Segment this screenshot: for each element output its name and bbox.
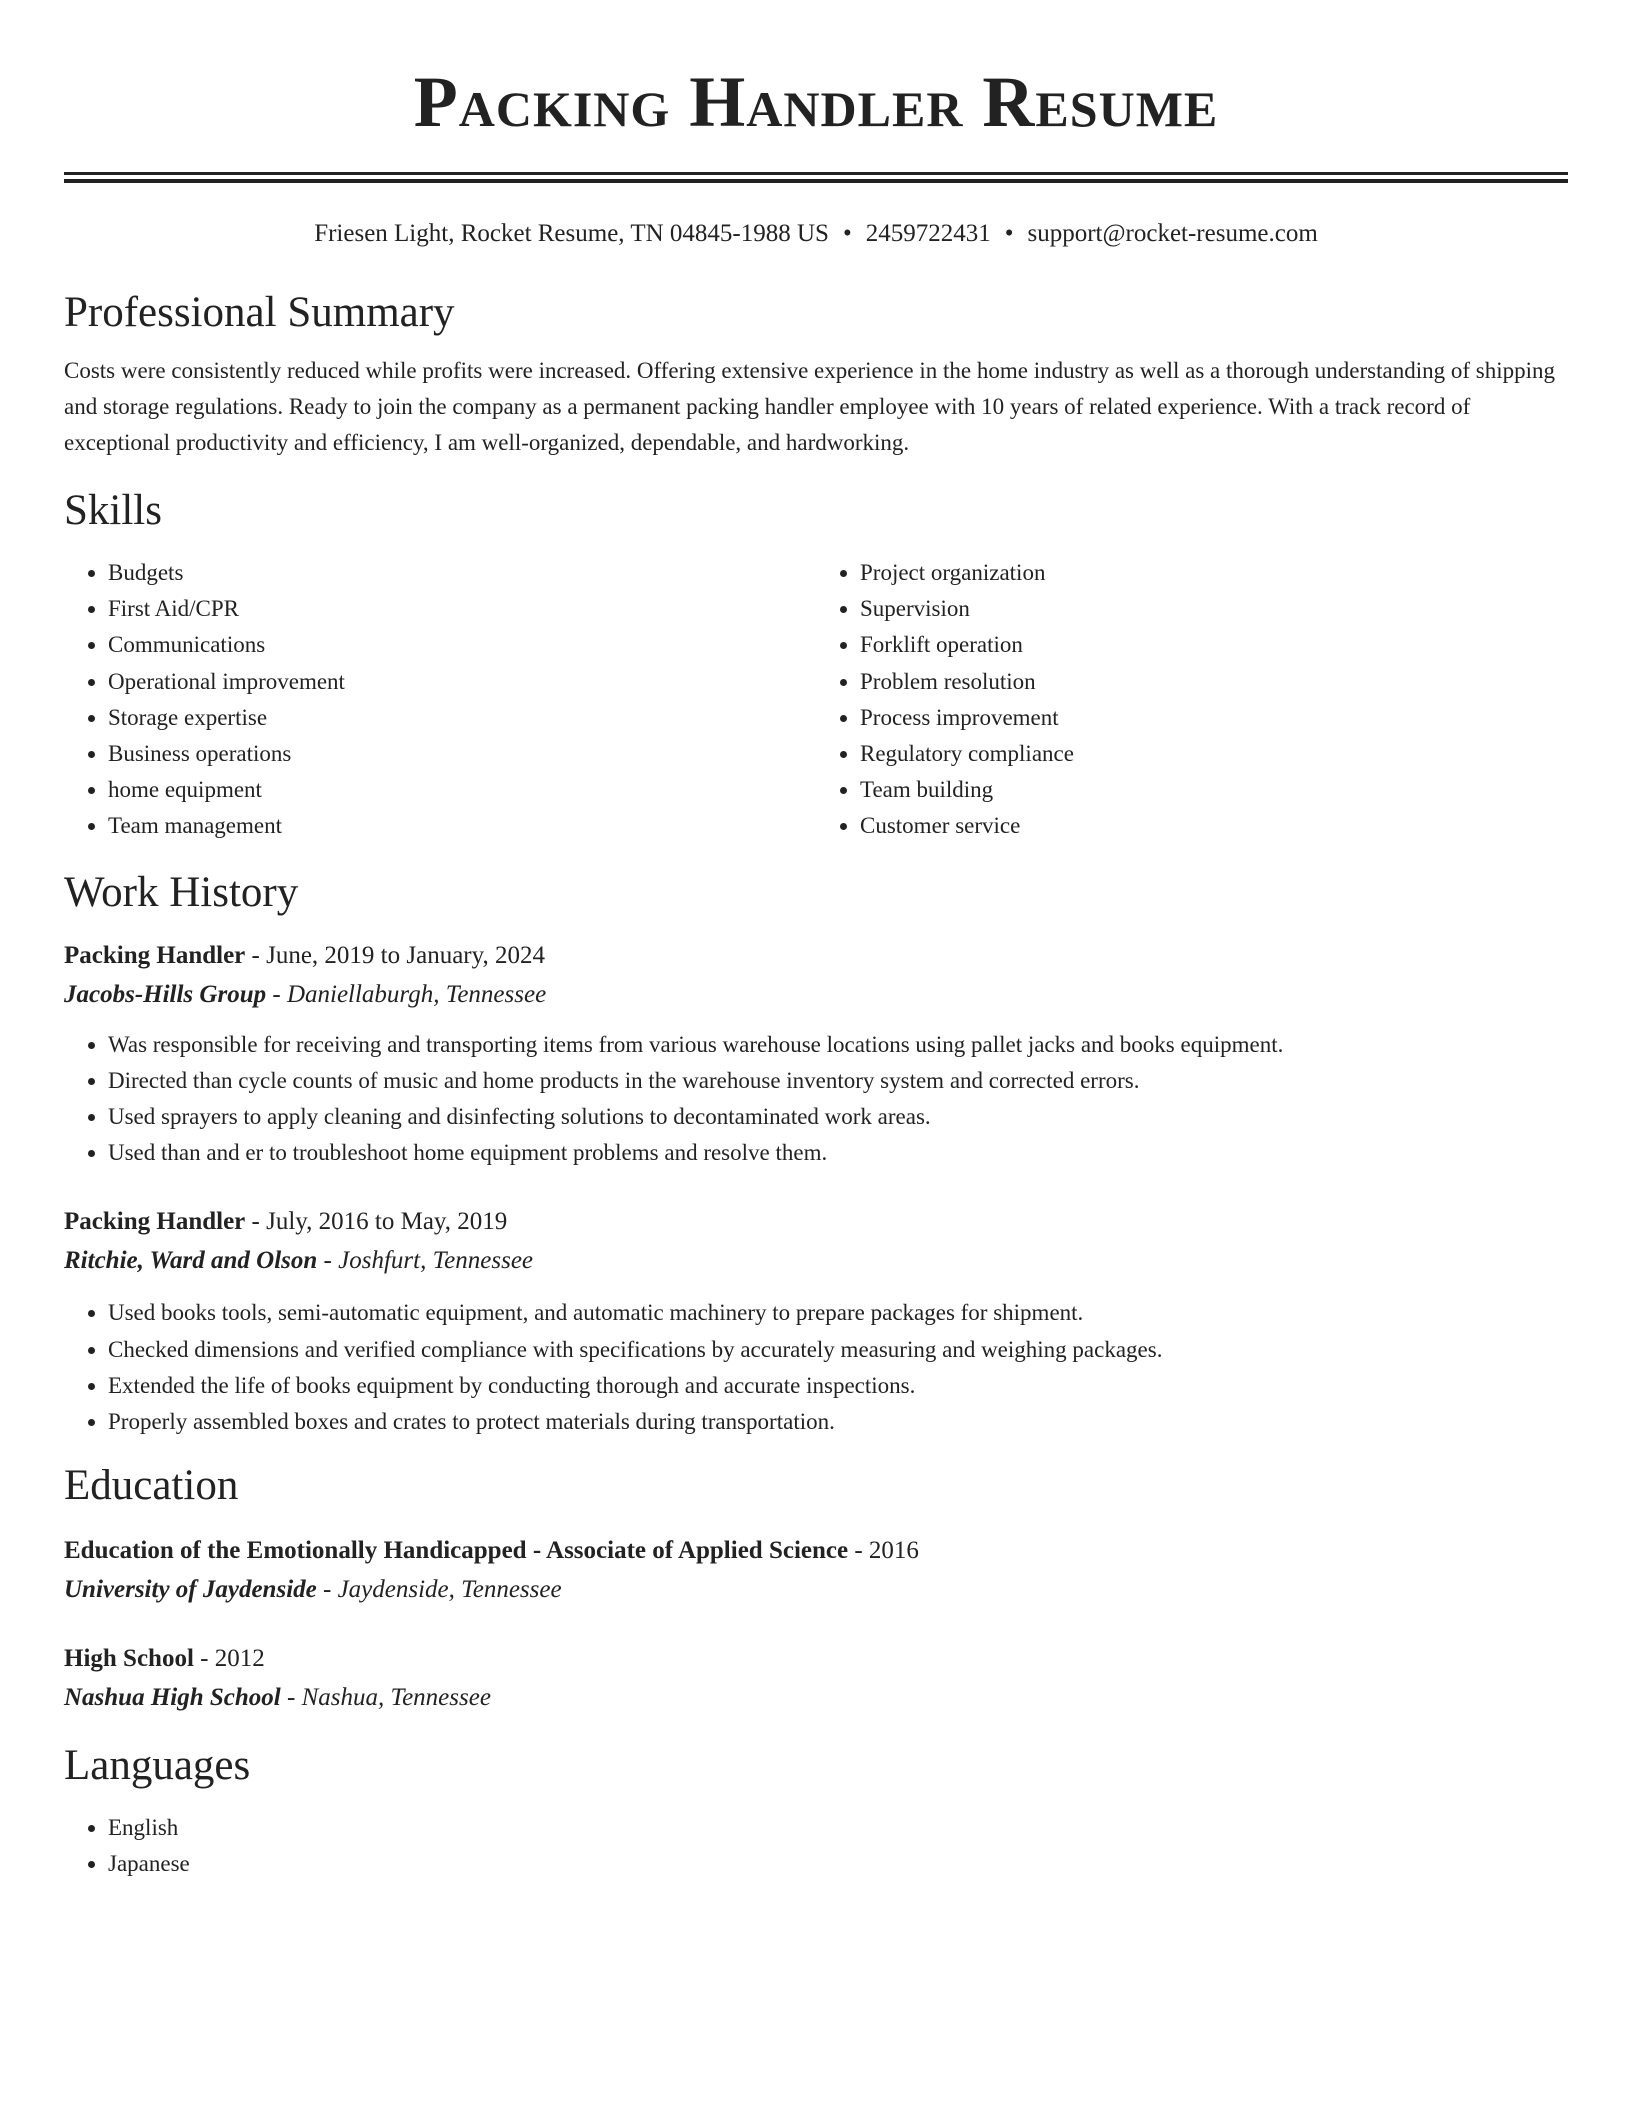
education-degree-line: Education of the Emotionally Handicapped - Associate of Applied Science - 2016 [64,1537,919,1565]
skills-list-right [816,555,1568,845]
job-dates: July, 2016 to May, 2019 [266,1208,508,1236]
contact-address: Friesen Light, Rocket Resume, TN 04845-1988 US [314,220,829,247]
skill-item: • Problem resolution [860,664,1568,700]
skill-item: • Supervision [860,591,1568,627]
skill-item: • Business operations [108,736,816,772]
job-title-line: Packing Handler - July, 2016 to May, 2019 [64,1208,508,1236]
education-location: Jaydenside, Tennessee [337,1576,562,1604]
education-school-line: University of Jaydenside - Jaydenside, Tennessee [64,1576,562,1604]
job-location: Joshfurt, Tennessee [338,1247,534,1275]
skill-item: • Team building [860,772,1568,808]
job-dates: June, 2019 to January, 2024 [266,941,545,969]
job-entry [64,937,1568,1172]
job-bullets [64,1027,1568,1172]
skill-item: • Process improvement [860,700,1568,736]
skills-list-left [64,555,816,845]
contact-email: support@rocket-resume.com [1027,220,1318,247]
skill-item: • Project organization [860,555,1568,591]
title-double-rule [64,172,1568,183]
summary-text: Costs were consistently reduced while profits were increased. Offering extensive experience in the home industry as well as a thorough understanding of shipping and storage regulations. Ready to join the company as a permanent packing handler employee with 10 years of related experience. With a track record of exceptional productivity and efficiency, I am well-organized, dependable, and hardworking. [64,358,1555,455]
education-school-line: Nashua High School - Nashua, Tennessee [64,1684,491,1712]
job-title: Packing Handler [64,941,246,969]
job-location: Daniellaburgh, Tennessee [286,980,547,1008]
skills-columns [64,555,1568,845]
language-item: • Japanese [108,1846,1568,1882]
skill-item: • First Aid/CPR [108,591,816,627]
job-entry [64,1203,1568,1440]
language-item: • English [108,1810,1568,1846]
languages-heading: Languages [64,1742,251,1790]
contact-line [64,217,1568,251]
job-bullet: • Directed than cycle counts of music and home products in the warehouse inventory system and corrected errors. [108,1063,1568,1099]
job-company: Jacobs-Hills Group [64,980,267,1008]
job-bullet: • Properly assembled boxes and crates to protect materials during transportation. [108,1404,1568,1440]
education-heading: Education [64,1462,239,1510]
skills-heading: Skills [64,487,162,534]
education-entry [64,1640,1568,1718]
job-company-line: Jacobs-Hills Group - Daniellaburgh, Tennessee [64,980,547,1008]
contact-phone: 2459722431 [865,220,991,247]
skill-item: • Regulatory compliance [860,736,1568,772]
job-company-line: Ritchie, Ward and Olson - Joshfurt, Tennessee [64,1247,534,1275]
skill-item: • Team management [108,808,816,844]
education-year: 2012 [214,1645,265,1673]
skill-item: • home equipment [108,772,816,808]
contact-separator: • [842,220,852,247]
contact-separator: • [1004,220,1014,247]
resume-title: Packing Handler Resume [413,62,1219,142]
education-school: Nashua High School [64,1684,281,1712]
job-bullet: • Used than and er to troubleshoot home equipment problems and resolve them. [108,1135,1568,1171]
job-bullet: • Was responsible for receiving and transporting items from various warehouse locations using pallet jacks and books equipment. [108,1027,1568,1063]
skill-item: • Operational improvement [108,664,816,700]
education-degree: Education of the Emotionally Handicapped - Associate of Applied Science [64,1537,849,1565]
education-degree: High School [64,1645,194,1673]
skill-item: • Communications [108,627,816,663]
skill-item: • Forklift operation [860,627,1568,663]
job-bullet: • Used books tools, semi-automatic equipment, and automatic machinery to prepare packages for shipment. [108,1295,1568,1331]
education-entry [64,1532,1568,1610]
job-title-line: Packing Handler - June, 2019 to January, 2024 [64,941,545,969]
work-history-heading: Work History [64,868,299,916]
education-year: 2016 [868,1537,919,1565]
skill-item: • Customer service [860,808,1568,844]
education-location: Nashua, Tennessee [301,1684,491,1712]
languages-list [64,1810,1568,1882]
job-title: Packing Handler [64,1208,246,1236]
skill-item: • Storage expertise [108,700,816,736]
job-bullet: • Checked dimensions and verified compliance with specifications by accurately measuring and weighing packages. [108,1332,1568,1368]
summary-heading: Professional Summary [64,289,455,336]
job-bullet: • Used sprayers to apply cleaning and disinfecting solutions to decontaminated work areas. [108,1099,1568,1135]
education-degree-line: High School - 2012 [64,1645,265,1673]
job-company: Ritchie, Ward and Olson [64,1247,318,1275]
job-bullets [64,1295,1568,1440]
job-bullet: • Extended the life of books equipment by conducting thorough and accurate inspections. [108,1368,1568,1404]
skill-item: • Budgets [108,555,816,591]
education-school: University of Jaydenside [64,1576,317,1604]
